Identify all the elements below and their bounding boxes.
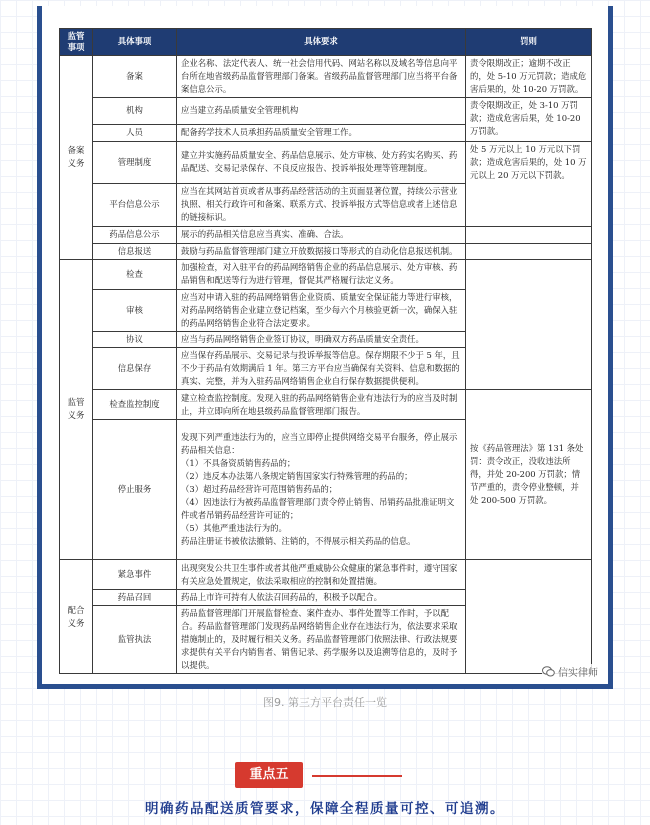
- requirement-cell: 建立并实施药品质量安全、药品信息展示、处方审核、处方药实名购买、药品配送、交易记录保存、不良反应报告、投诉举报处理等管理制度。: [177, 141, 466, 183]
- badge-divider: [312, 775, 402, 777]
- requirement-cell: 配备药学技术人员承担药品质量安全管理工作。: [177, 124, 466, 141]
- item-cell: 信息保存: [93, 347, 177, 389]
- stop-service-line: （2）违反本办法第八条规定销售国家实行特殊管理的药品的；: [181, 470, 413, 481]
- item-cell: 信息报送: [93, 243, 177, 259]
- penalty-cell-empty: [466, 259, 592, 389]
- requirement-cell: 展示的药品相关信息应当真实、准确、合法。: [177, 226, 466, 243]
- penalty-cell: 责令限期改正，处 3-10 万罚款；造成危害后果，处 10-20 万罚款。: [466, 97, 592, 141]
- table-row: [60, 560, 592, 590]
- item-cell: 检查: [93, 259, 177, 289]
- table-row: [60, 97, 592, 124]
- penalty-cell-empty: [466, 243, 592, 259]
- item-cell: 药品信息公示: [93, 226, 177, 243]
- requirement-cell: 企业名称、法定代表人、统一社会信用代码、网站名称以及域名等信息向平台所在地省级药品监督管理部门备案。省级药品监督管理部门应当将平台备案信息公示。: [177, 55, 466, 97]
- requirement-cell: 药品上市许可持有人依法召回药品的，积极予以配合。: [177, 590, 466, 606]
- section-cooperation: 配合 义务: [60, 560, 93, 674]
- requirement-cell: 鼓励与药品监督管理部门建立开放数据接口等形式的自动化信息报送机制。: [177, 243, 466, 259]
- stop-service-line: （5）其他严重违法行为的。: [181, 523, 287, 534]
- document-frame: [37, 6, 613, 689]
- table-row: [60, 390, 592, 420]
- item-cell: 人员: [93, 124, 177, 141]
- table-row: [60, 243, 592, 259]
- item-cell: 协议: [93, 331, 177, 347]
- requirement-cell: 出现突发公共卫生事件或者其他严重威胁公众健康的紧急事件时，遵守国家有关应急处置规定，依法采取相应的控制和处置措施。: [177, 560, 466, 590]
- item-cell: 机构: [93, 97, 177, 124]
- requirement-cell: 应当在其网站首页或者从事药品经营活动的主页面显著位置，持续公示营业执照、相关行政许可和备案、联系方式、投诉举报方式等信息或者上述信息的链接标识。: [177, 183, 466, 226]
- item-cell: 管理制度: [93, 141, 177, 183]
- requirement-cell: 应当与药品网络销售企业签订协议，明确双方药品质量安全责任。: [177, 331, 466, 347]
- item-cell: 药品召回: [93, 590, 177, 606]
- requirement-cell: 建立检查监控制度。发现入驻的药品网络销售企业有违法行为的应当及时制止，并立即向所在地县级药品监督管理部门报告。: [177, 390, 466, 420]
- stop-service-line: （1）不具备资质销售药品的；: [181, 457, 296, 468]
- stop-service-line: （3）超过药品经营许可范围销售药品的；: [181, 484, 338, 494]
- table-header-row: [60, 29, 592, 56]
- stop-service-line: （4）因违法行为被药品监督管理部门责令停止销售、吊销药品批准证明文件或者吊销药品经营许可证的；: [181, 497, 455, 521]
- figure-caption: 图9. 第三方平台责任一览: [263, 696, 387, 709]
- section-supervision: 监管 义务: [60, 259, 93, 559]
- item-cell: 审核: [93, 289, 177, 331]
- penalty-cell: 责令限期改正；逾期不改正的，处 5-10 万元罚款；造成危害后果的，处 10-20 万罚款。: [466, 55, 592, 97]
- wechat-icon: [542, 666, 555, 677]
- penalty-cell-empty: [466, 560, 592, 674]
- header-item: 具体事项: [93, 29, 177, 56]
- penalty-cell-empty: [466, 226, 592, 243]
- section-filing: 备案 义务: [60, 55, 93, 259]
- penalty-cell: 处 5 万元以上 10 万元以下罚款；造成危害后果的，处 10 万元以上 20 万元以下罚款。: [466, 141, 592, 226]
- item-cell: 停止服务: [93, 420, 177, 560]
- stop-service-line: 发现下列严重违法行为的，应当立即停止提供网络交易平台服务，停止展示药品相关信息：: [181, 431, 458, 455]
- item-cell: 紧急事件: [93, 560, 177, 590]
- item-cell: 监管执法: [93, 606, 177, 674]
- key-point-badge: 重点五: [235, 762, 303, 788]
- penalty-cell: 按《药品管理法》第 131 条处罚：责令改正，没收违法所得，并处 20-200 万罚款；情节严重的，责令停业整顿，并处 200-500 万罚款。: [466, 390, 592, 560]
- header-requirement: 具体要求: [177, 29, 466, 56]
- table-row: [60, 55, 592, 97]
- stop-service-line: 药品注册证书被依法撤销、注销的，不得展示相关药品的信息。: [181, 536, 416, 547]
- table-row: [60, 259, 592, 289]
- item-cell: 检查监控制度: [93, 390, 177, 420]
- table-row: [60, 141, 592, 183]
- requirement-cell: 应当对申请入驻的药品网络销售企业资质、质量安全保证能力等进行审核，对药品网络销售企业建立登记档案，至少每六个月核验更新一次，确保入驻的药品网络销售企业符合法定要求。: [177, 289, 466, 331]
- table-row: [60, 226, 592, 243]
- item-cell: 平台信息公示: [93, 183, 177, 226]
- requirement-cell: 药品监督管理部门开展监督检查、案件查办、事件处置等工作时，予以配合。药品监督管理部门发现药品网络销售企业存在违法行为，依法要求采取措施制止的，及时履行相关义务。药品监督管理部门依照法律、行政法规要求提供有关平台内销售者、销售记录、药学服务以及追溯等信息的，及时予以提供。: [177, 606, 466, 674]
- platform-responsibility-table: [59, 28, 592, 674]
- watermark: [542, 664, 598, 679]
- requirement-cell-list: [177, 420, 466, 560]
- header-category: 监管 事项: [60, 29, 93, 56]
- requirement-cell: 加强检查，对入驻平台的药品网络销售企业的药品信息展示、处方审核、药品销售和配送等行为进行管理，督促其严格履行法定义务。: [177, 259, 466, 289]
- requirement-cell: 应当保存药品展示、交易记录与投诉举报等信息。保存期限不少于 5 年，且不少于药品有效期满后 1 年。第三方平台应当确保有关资料、信息和数据的真实、完整，并为入驻药品网络销售企业自行保存数据提供便利。: [177, 347, 466, 389]
- requirement-cell: 应当建立药品质量安全管理机构: [177, 97, 466, 124]
- header-penalty: 罚则: [466, 29, 592, 56]
- item-cell: 备案: [93, 55, 177, 97]
- watermark-text: 信实律师: [558, 668, 598, 679]
- key-point-subtitle: 明确药品配送质管要求，保障全程质量可控、可追溯。: [145, 801, 505, 817]
